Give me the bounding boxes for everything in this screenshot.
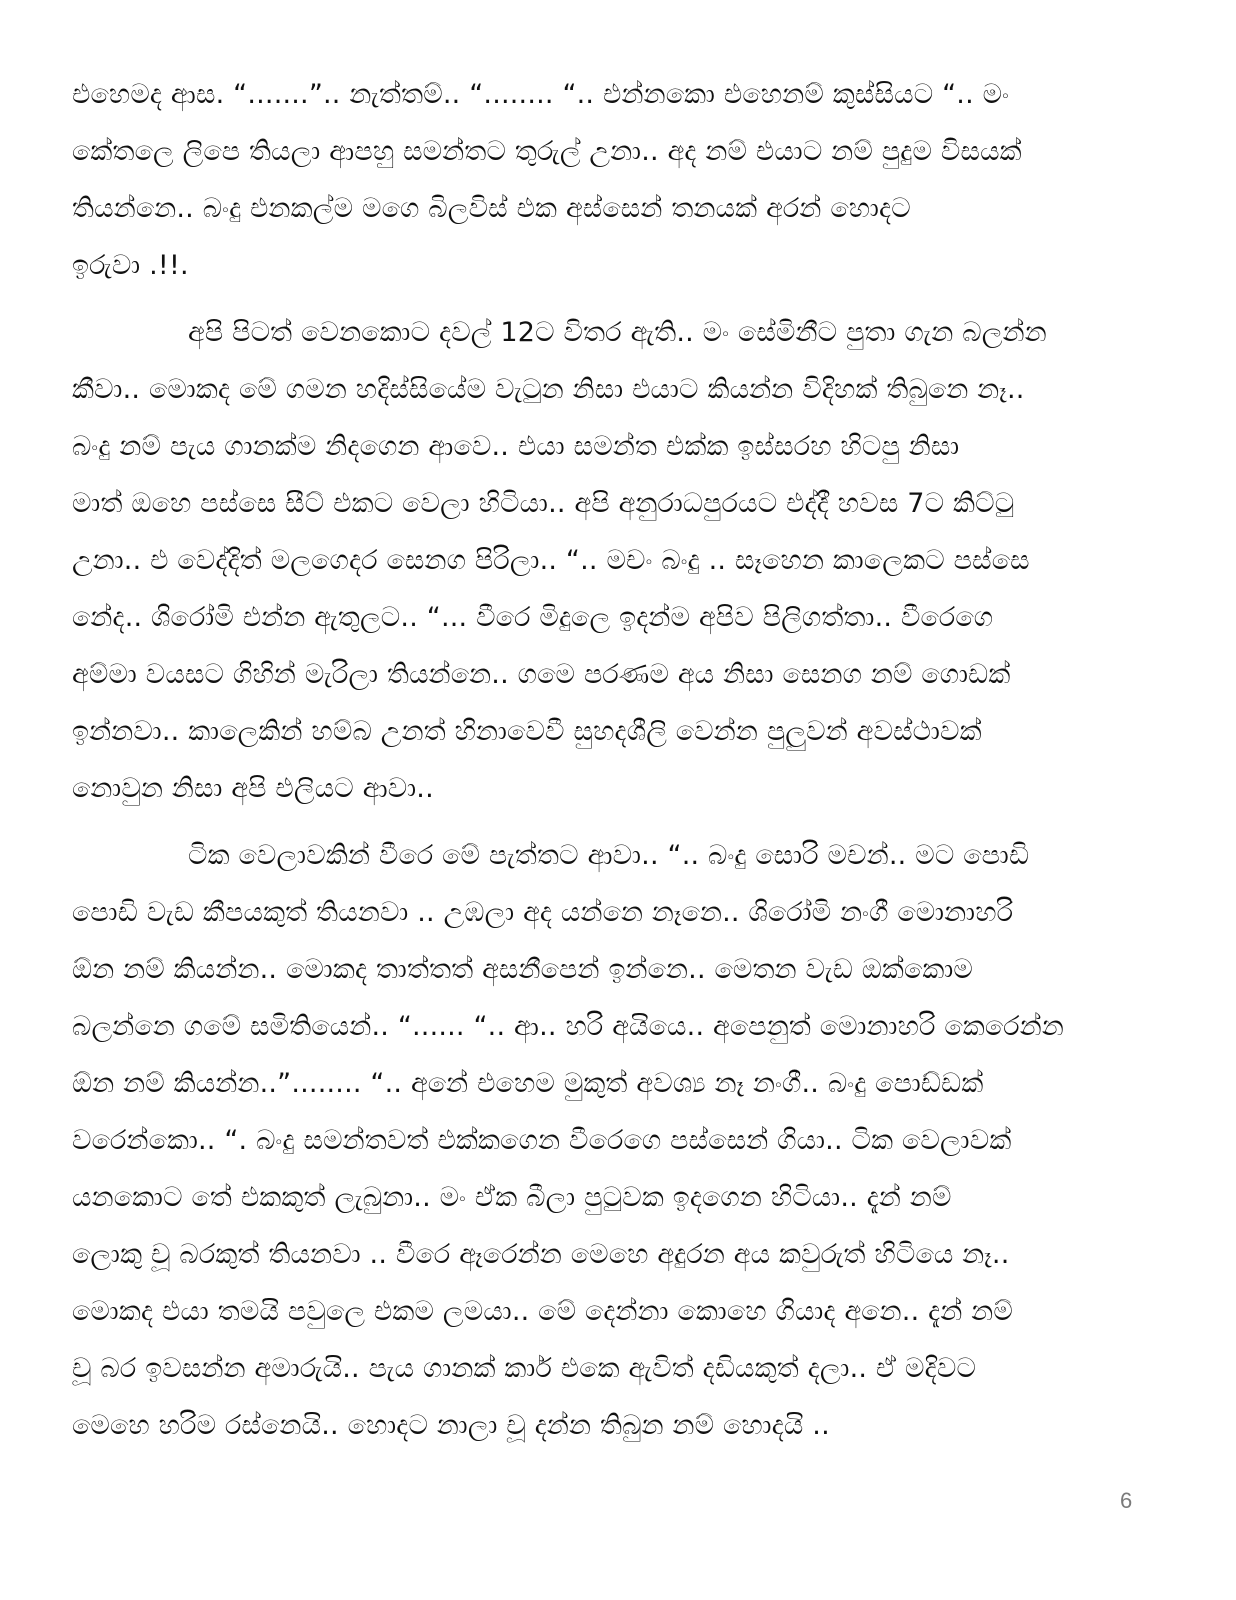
text-line: තියන්නෙ.. බංදු එනකල්ම මගෙ බිලවිස් එක අස්සෙන් තනයක් අරන් හොදට bbox=[72, 193, 911, 224]
text-line: ලොකු චූ බරකුත් තියනවා .. වීරෙ ඈරෙන්න මෙහෙ අදුරන අය කවුරුත් හිටියෙ නෑ.. bbox=[72, 1239, 1010, 1270]
text-line: ඕන නම් කියන්න.. මොකද තාත්තත් අසනීපෙන් ඉන්නෙ.. මෙතන වැඩ ඔක්කොම bbox=[72, 954, 974, 985]
text-line: පොඩි වැඩ කීපයකුත් තියනවා .. උඹලා අද යන්නෙ නෑනෙ.. ශිරෝමි නංගී මොනාහරි bbox=[72, 897, 1014, 928]
paragraph-1 bbox=[72, 66, 1154, 294]
text-line: මාත් ඔහෙ පස්සෙ සීට් එකට වෙලා හිටියා.. අපි අනුරාධපුරයට එද්දී හවස 7ට කිට්ටු bbox=[72, 488, 1015, 519]
text-line: උනා.. එ වෙද්දිත් මලගෙදර සෙනග පිරිලා.. “.. මචං බංදු .. සෑහෙන කාලෙකට පස්සෙ bbox=[72, 545, 1030, 576]
text-line: ටික වෙලාවකින් වීරෙ මේ පැත්තට ආවා.. “.. බංදු සොරි මචන්.. මට පොඩි bbox=[188, 840, 1030, 871]
text-line: බංදු නම් පැය ගානක්ම නිදගෙන ආවෙ.. එයා සමන්ත එක්ක ඉස්සරහ හිටපු නිසා bbox=[72, 431, 960, 462]
text-line: අපි පිටත් වෙනකොට දවල් 12ට විතර ඇති.. මං සේමිනීට පුතා ගැන බලන්න bbox=[188, 317, 1047, 348]
text-line: බලන්නෙ ගමේ සමිතියෙන්.. “...... “.. ආ.. හරි අයියෙ.. අපෙනුත් මොනාහරි කෙරෙන්න bbox=[72, 1011, 1065, 1042]
text-line: නේද.. ශිරෝමි එන්න ඇතුලට.. “... වීරෙ මිදුලෙ ඉදන්ම අපිව පිලිගත්තා.. වීරෙගෙ bbox=[72, 602, 994, 633]
paragraph-2 bbox=[72, 304, 1154, 817]
text-line: කීවා.. මොකද මේ ගමන හදිස්සියේම වැටුන නිසා එයාට කියන්න විදිහක් තිබුනෙ නෑ.. bbox=[72, 374, 1025, 405]
text-line: ඉරුවා .!!. bbox=[72, 250, 189, 281]
paragraph-3 bbox=[72, 827, 1154, 1454]
text-line: වරෙන්කො.. “. බංදු සමන්තවත් එක්කගෙන වීරෙගෙ පස්සෙන් ගියා.. ටික වෙලාවක් bbox=[72, 1125, 1012, 1156]
text-line: ඉන්නවා.. කාලෙකින් හම්බ උනත් හිනාවෙවී සුහදශීලි වෙන්න පුලුවන් අවස්ථාවක් bbox=[72, 716, 982, 747]
text-line: මොකද එයා තමයි පවුලෙ එකම ලමයා.. මේ දෙන්නා කොහෙ ගියාද අනෙ.. දැන් නම් bbox=[72, 1296, 1013, 1327]
document-body bbox=[72, 66, 1154, 1454]
page-number: 6 bbox=[1120, 1488, 1133, 1513]
text-line: එහෙමද ආස. “.......”.. නැත්තම්.. “........ “.. එන්නකො එහෙනම් කුස්සියට “.. මං bbox=[72, 79, 1010, 110]
text-line: ඕන නම් කියන්න..”........ “.. අනේ එහෙම මුකුත් අවශ්‍ය නෑ නංගී.. බංදු පොඩ්ඩක් bbox=[72, 1068, 984, 1099]
text-line: නොවුන නිසා අපි එලියට ආවා.. bbox=[72, 773, 434, 804]
text-line: අම්මා වයසට ගිහින් මැරිලා තියන්නෙ.. ගමෙ පරණම අය නිසා සෙනග නම් ගොඩක් bbox=[72, 659, 1011, 690]
text-line: මෙහෙ හරිම රස්නෙයි.. හොදට නාලා චූ දන්න තිබුන නම් හොදයි .. bbox=[72, 1410, 830, 1441]
text-line: යනකොට තේ එකකුත් ලැබුනා.. මං ඒක බීලා පුටුවක ඉදගෙන හිටියා.. දැන් නම් bbox=[72, 1182, 952, 1213]
text-line: චූ බර ඉවසන්න අමාරුයි.. පැය ගානක් කාර් එකෙ ඇවිත් දඩියකුත් දලා.. ඒ මදිවට bbox=[72, 1353, 977, 1384]
text-line: කේතලෙ ලිපෙ තියලා ආපහු සමන්තට තුරුල් උනා.. අද නම් එයාට නම් පුදුම විසයක් bbox=[72, 136, 1022, 167]
